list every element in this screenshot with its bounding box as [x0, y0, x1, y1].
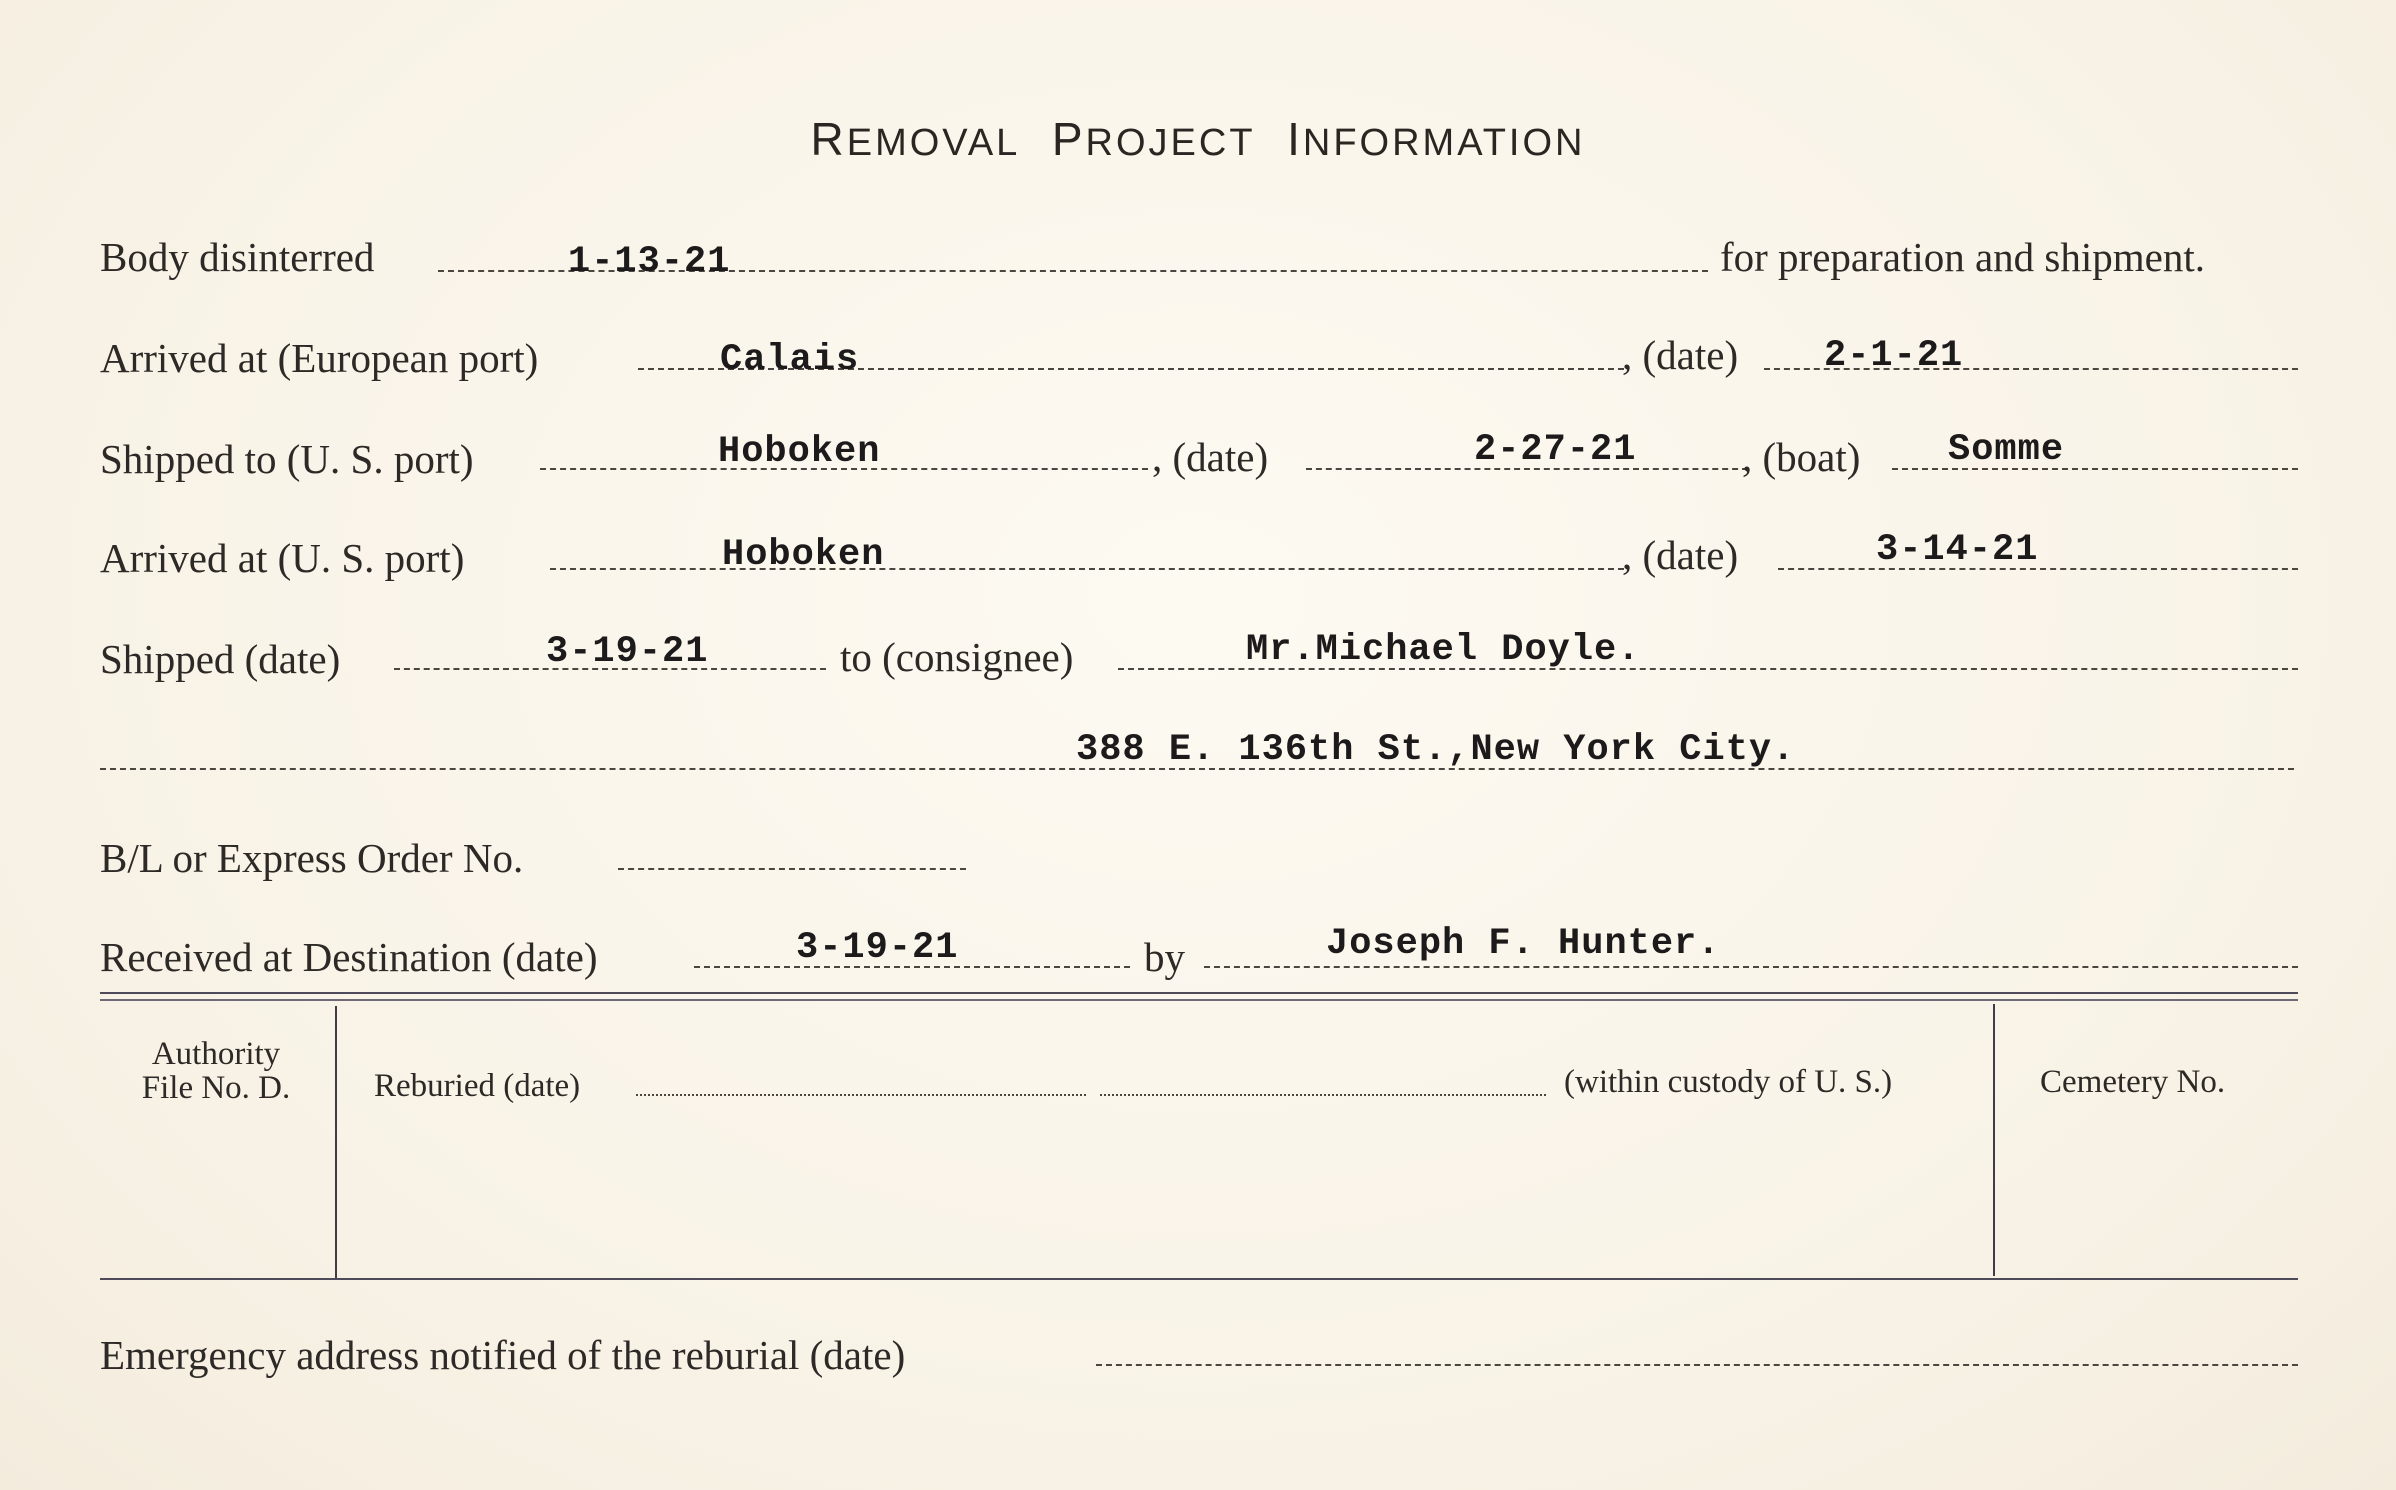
- title-word-removal: EMOVAL: [846, 122, 1021, 164]
- title-initial-p: P: [1051, 113, 1086, 165]
- reburied-line-1: [636, 1094, 1086, 1096]
- body-disinterred-label: Body disinterred: [100, 234, 375, 280]
- prep-shipment-label: for preparation and shipment.: [1720, 234, 2206, 280]
- shipped-to-date: 2-27-21: [1474, 429, 1637, 471]
- title-word-information: NFORMATION: [1302, 122, 1586, 164]
- received-label: Received at Destination (date): [100, 934, 598, 980]
- bl-label: B/L or Express Order No.: [100, 835, 524, 881]
- arrived-european-value: Calais: [720, 339, 860, 381]
- shipped-to-label: Shipped to (U. S. port): [100, 436, 474, 482]
- authority-label-2: File No. D.: [141, 1070, 291, 1106]
- section-divider-bottom: [100, 1278, 2298, 1280]
- shipped-to-value: Hoboken: [718, 431, 881, 473]
- boat-label: , (boat): [1742, 434, 1861, 480]
- consignee-label: to (consignee): [840, 634, 1074, 680]
- shipped-to-date-label: , (date): [1152, 434, 1269, 480]
- custody-label: (within custody of U. S.): [1564, 1064, 1893, 1100]
- by-label: by: [1144, 934, 1185, 980]
- emergency-line: [1096, 1364, 2298, 1366]
- cemetery-label: Cemetery No.: [2040, 1064, 2226, 1100]
- arrived-us-label: Arrived at (U. S. port): [100, 535, 465, 581]
- box-divider-right: [1993, 1004, 1995, 1276]
- form-title: [0, 112, 2396, 166]
- title-initial-r: R: [810, 113, 847, 165]
- received-date: 3-19-21: [796, 927, 959, 969]
- arrived-european-label: Arrived at (European port): [100, 335, 539, 381]
- box-divider-left: [335, 1006, 337, 1278]
- title-initial-i: I: [1287, 113, 1303, 165]
- reburied-line-2: [1100, 1094, 1546, 1096]
- section-divider-top-inner: [100, 999, 2298, 1001]
- reburied-label: Reburied (date): [374, 1068, 581, 1104]
- bl-line: [618, 868, 966, 870]
- title-word-project: ROJECT: [1085, 122, 1256, 164]
- consignee-address: 388 E. 136th St.,New York City.: [1076, 729, 1796, 771]
- section-divider-top: [100, 992, 2298, 994]
- shipped-date-label: Shipped (date): [100, 636, 341, 682]
- arrived-us-line: [550, 568, 1624, 570]
- consignee-value: Mr.Michael Doyle.: [1246, 629, 1641, 671]
- boat-value: Somme: [1948, 429, 2065, 471]
- arrived-us-date-label: , (date): [1622, 532, 1739, 578]
- shipped-date-value: 3-19-21: [546, 631, 709, 673]
- authority-label-1: Authority: [151, 1036, 281, 1072]
- received-by-line: [1204, 966, 2298, 968]
- body-disinterred-value: 1-13-21: [568, 241, 731, 283]
- arrived-european-date: 2-1-21: [1824, 335, 1964, 377]
- emergency-label: Emergency address notified of the reburial (date): [100, 1332, 906, 1378]
- arrived-us-date: 3-14-21: [1876, 529, 2039, 571]
- received-by: Joseph F. Hunter.: [1326, 923, 1721, 965]
- arrived-us-value: Hoboken: [722, 534, 885, 576]
- arrived-european-date-label: , (date): [1622, 332, 1739, 378]
